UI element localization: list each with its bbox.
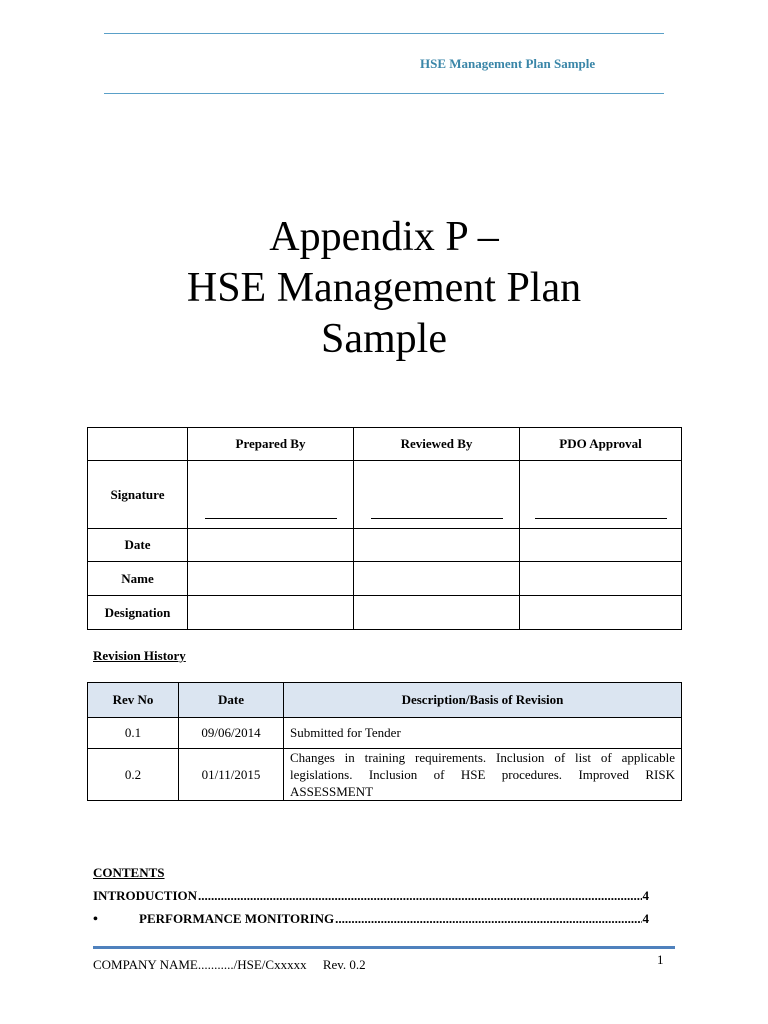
toc-page-number: 4 bbox=[642, 911, 649, 926]
designation-cell-approval[interactable] bbox=[520, 596, 682, 630]
footer-text: COMPANY NAME.........../HSE/Cxxxxx Rev. 0.2 bbox=[93, 957, 366, 972]
name-cell-prepared[interactable] bbox=[188, 562, 354, 596]
table-row bbox=[88, 718, 682, 749]
signature-table bbox=[87, 427, 682, 630]
rev-no-cell: 0.1 bbox=[88, 718, 179, 749]
date-cell-reviewed[interactable] bbox=[354, 529, 520, 562]
date-cell-prepared[interactable] bbox=[188, 529, 354, 562]
header-bottom-rule bbox=[104, 93, 664, 94]
col-rev-no: Rev No bbox=[88, 683, 179, 718]
header-title: HSE Management Plan Sample bbox=[420, 56, 596, 71]
signature-line bbox=[371, 518, 503, 519]
toc-leader-dots bbox=[198, 888, 641, 904]
row-label-signature: Signature bbox=[88, 461, 188, 529]
col-reviewed-by: Reviewed By bbox=[354, 428, 520, 461]
row-label-date: Date bbox=[88, 529, 188, 562]
name-cell-approval[interactable] bbox=[520, 562, 682, 596]
revision-history-table bbox=[87, 682, 682, 801]
rev-no-cell: 0.2 bbox=[88, 749, 179, 801]
toc-page-number: 4 bbox=[642, 888, 649, 903]
signature-line bbox=[205, 518, 337, 519]
signature-cell-reviewed[interactable] bbox=[354, 461, 520, 529]
contents-heading: CONTENTS bbox=[93, 865, 165, 880]
signature-cell-prepared[interactable] bbox=[188, 461, 354, 529]
rev-desc-cell: Changes in training requirements. Inclusion of list of applicable legislations. Inclusion of HSE procedures. Improved RISK ASSESSMENT bbox=[284, 749, 682, 801]
col-prepared-by: Prepared By bbox=[188, 428, 354, 461]
bullet-icon: • bbox=[93, 912, 98, 927]
row-label-name: Name bbox=[88, 562, 188, 596]
row-label-designation: Designation bbox=[88, 596, 188, 630]
document-title bbox=[0, 212, 768, 365]
toc-entry-performance-monitoring[interactable] bbox=[93, 911, 649, 928]
toc-label: INTRODUCTION bbox=[93, 888, 198, 903]
toc-label: PERFORMANCE MONITORING bbox=[139, 911, 335, 926]
header-top-rule bbox=[104, 33, 664, 34]
toc-entry-introduction[interactable] bbox=[93, 888, 649, 904]
signature-table-corner bbox=[88, 428, 188, 461]
date-cell-approval[interactable] bbox=[520, 529, 682, 562]
signature-table-header-row bbox=[88, 428, 682, 461]
rev-desc-cell: Submitted for Tender bbox=[284, 718, 682, 749]
title-line-1: Appendix P – bbox=[269, 214, 499, 260]
signature-line bbox=[535, 518, 667, 519]
col-pdo-approval: PDO Approval bbox=[520, 428, 682, 461]
page-number: 1 bbox=[657, 952, 664, 967]
toc-leader-dots bbox=[335, 911, 641, 927]
name-row bbox=[88, 562, 682, 596]
col-description: Description/Basis of Revision bbox=[284, 683, 682, 718]
designation-row bbox=[88, 596, 682, 630]
date-row bbox=[88, 529, 682, 562]
designation-cell-prepared[interactable] bbox=[188, 596, 354, 630]
rev-date-cell: 01/11/2015 bbox=[179, 749, 284, 801]
revision-history-heading: Revision History bbox=[93, 648, 186, 663]
footer-rule bbox=[93, 946, 675, 949]
table-row bbox=[88, 749, 682, 801]
col-date: Date bbox=[179, 683, 284, 718]
revision-header-row bbox=[88, 683, 682, 718]
rev-date-cell: 09/06/2014 bbox=[179, 718, 284, 749]
designation-cell-reviewed[interactable] bbox=[354, 596, 520, 630]
name-cell-reviewed[interactable] bbox=[354, 562, 520, 596]
signature-cell-approval[interactable] bbox=[520, 461, 682, 529]
signature-row bbox=[88, 461, 682, 529]
title-line-2: HSE Management Plan bbox=[186, 265, 582, 311]
title-line-3: Sample bbox=[321, 316, 447, 362]
